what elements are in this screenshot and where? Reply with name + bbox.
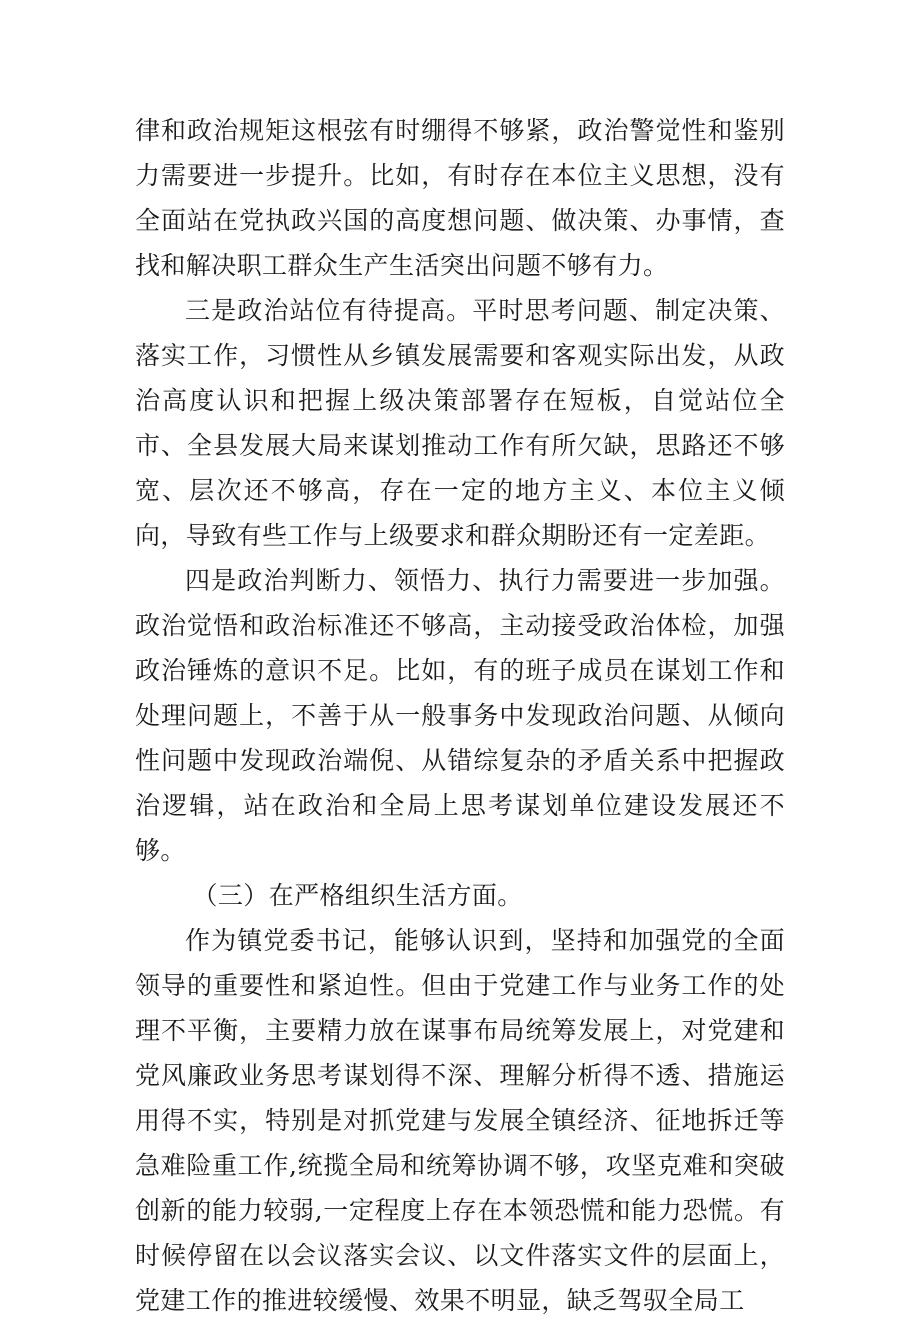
paragraph-continuation: 律和政治规矩这根弦有时绷得不够紧，政治警觉性和鉴别力需要进一步提升。比如，有时存在本位主义思想，没有全面站在党执政兴国的高度想问题、做决策、办事情，查找和解决职工群众生产生活突出问题不够有力。 [135,116,785,280]
paragraph-political-judgment: 四是政治判断力、领悟力、执行力需要进一步加强。政治觉悟和政治标准还不够高，主动接受政治体检，加强政治锤炼的意识不足。比如，有的班子成员在谋划工作和处理问题上，不善于从一般事务中发现政治问题、从倾向性问题中发现政治端倪、从错综复杂的矛盾关系中把握政治逻辑，站在政治和全局上思考谋划单位建设发展还不够。 [135,566,785,865]
section-heading-organizational-life: （三）在严格组织生活方面。 [192,881,523,910]
document-body [135,108,785,1323]
paragraph-party-secretary: 作为镇党委书记，能够认识到，坚持和加强党的全面领导的重要性和紧迫性。但由于党建工作与业务工作的处理不平衡，主要精力放在谋事布局统筹发展上，对党建和党风廉政业务思考谋划得不深、理解分析得不透、措施运用得不实，特别是对抓党建与发展全镇经济、征地拆迁等急难险重工作,统揽全局和统筹协调不够，攻坚克难和突破创新的能力较弱,一定程度上存在本领恐慌和能力恐慌。有时候停留在以会议落实会议、以文件落实文件的层面上，党建工作的推进较缓慢、效果不明显，缺乏驾驭全局工 [135,926,785,1315]
paragraph-political-standing: 三是政治站位有待提高。平时思考问题、制定决策、落实工作，习惯性从乡镇发展需要和客观实际出发，从政治高度认识和把握上级决策部署存在短板，自觉站位全市、全县发展大局来谋划推动工作有所欠缺，思路还不够宽、层次还不够高，存在一定的地方主义、本位主义倾向，导致有些工作与上级要求和群众期盼还有一定差距。 [135,296,785,550]
